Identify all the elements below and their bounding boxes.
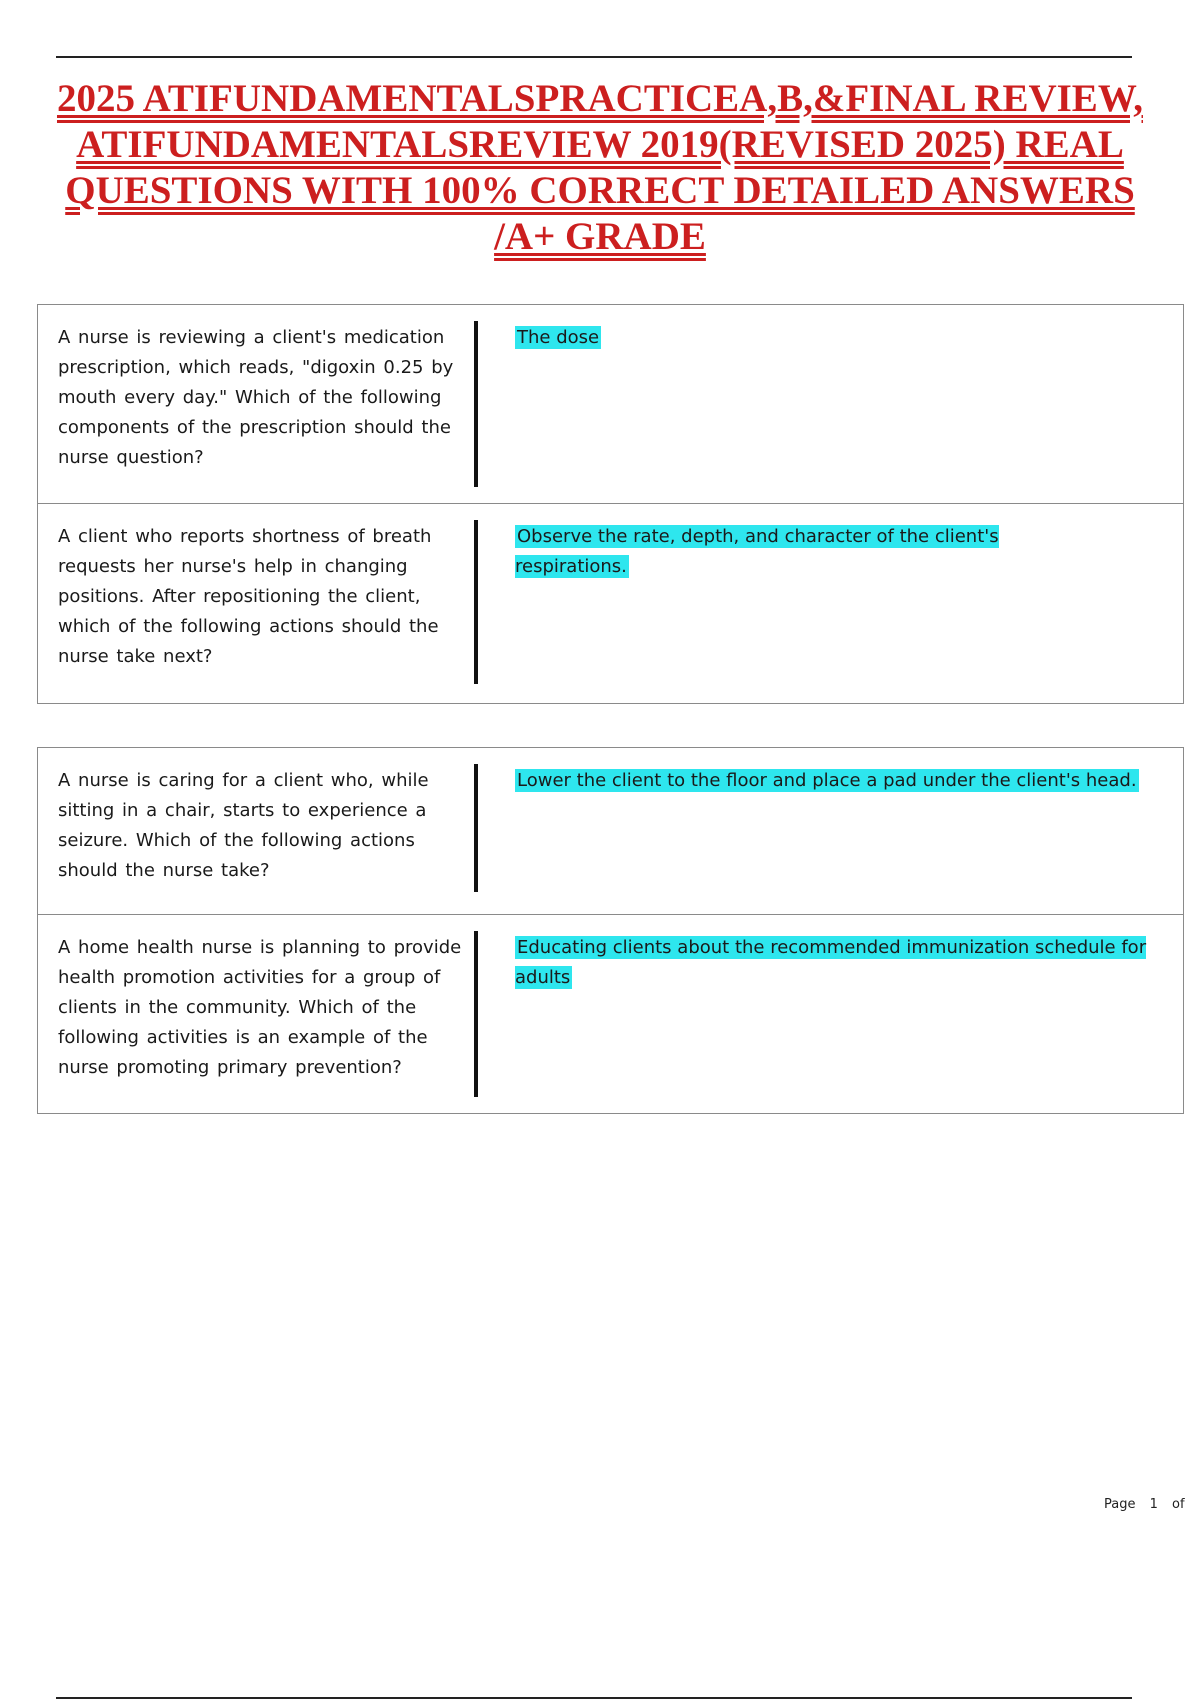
top-rule [56,56,1132,58]
page-number: Page 1 of [1104,1497,1185,1512]
column-divider [474,764,478,892]
question-4: A home health nurse is planning to provide health promotion activities for a group of clients in the community. Which of the following activities is an example of the nurse promoting primary prevention? [58,937,462,1078]
answer-highlight: Observe the rate, depth, and character of the client's respirations. [515,526,999,577]
answer-highlight: The dose [517,327,600,348]
question-1: A nurse is reviewing a client's medication prescription, which reads, "digoxin 0.25 by mouth every day." Which of the following components of the prescription should the nurse question? [58,327,454,468]
answer-highlight: Lower the client to the floor and place a pad under the client's head. [517,770,1137,791]
answer-4 [515,933,1175,993]
bottom-rule [56,1697,1132,1699]
answer-1 [515,323,1135,353]
document-title: 2025 ATIFUNDAMENTALSPRACTICEA,B,&FINAL REVIEW, ATIFUNDAMENTALSREVIEW 2019(REVISED 2025) REAL QUESTIONS WITH 100% CORRECT DETAILED ANSWERS /A+ GRADE [56,77,1143,258]
qa-card-3 [37,747,1184,915]
column-divider [474,321,478,487]
qa-card-1 [37,304,1184,504]
column-divider [474,931,478,1097]
column-divider [474,520,478,684]
answer-highlight: Educating clients about the recommended immunization schedule for adults [515,937,1147,988]
qa-card-2 [37,503,1184,704]
answer-2 [515,522,1075,582]
answer-3 [515,766,1175,796]
question-3: A nurse is caring for a client who, while sitting in a chair, starts to experience a seizure. Which of the following actions should the nurse take? [58,770,429,881]
qa-card-4 [37,914,1184,1114]
question-2: A client who reports shortness of breath requests her nurse's help in changing positions. After repositioning the client, which of the following actions should the nurse take next? [58,526,439,667]
